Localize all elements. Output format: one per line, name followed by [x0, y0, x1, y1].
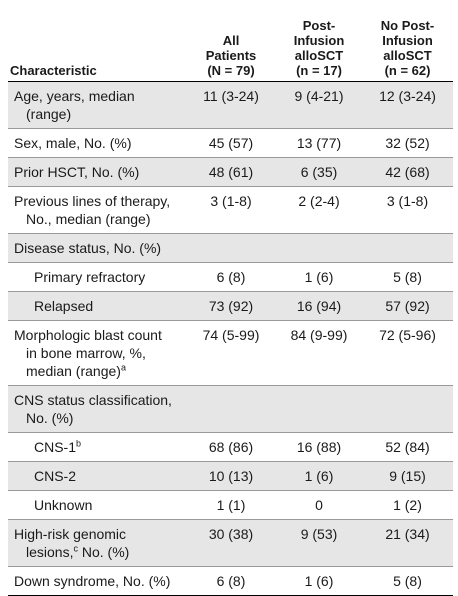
section-label: CNS status classification, No. (%)	[14, 392, 172, 426]
cell-no-post: 1 (2)	[393, 497, 422, 513]
cell-no-post: 12 (3-24)	[379, 88, 436, 104]
cell-post: 1 (6)	[304, 573, 334, 589]
table-row	[8, 292, 453, 321]
header-all-patients: All Patients (N = 79)	[205, 33, 257, 78]
cell-no-post: 9 (15)	[389, 468, 426, 484]
cell-all: 48 (61)	[208, 164, 254, 180]
row-label: Age, years, median (range)	[14, 88, 135, 122]
table-row	[8, 158, 453, 187]
cell-all: 10 (13)	[208, 468, 254, 484]
table-row	[8, 520, 453, 567]
cell-post: 6 (35)	[300, 164, 338, 180]
table-row	[8, 82, 453, 129]
row-label: Primary refractory	[34, 269, 146, 285]
cell-post: 9 (53)	[300, 526, 338, 542]
cell-all: 3 (1-8)	[210, 193, 252, 209]
cell-no-post	[362, 386, 453, 432]
table-row	[8, 263, 453, 292]
cell-no-post: 52 (84)	[385, 439, 430, 455]
cell-no-post: 57 (92)	[385, 298, 430, 314]
cell-no-post: 5 (8)	[393, 269, 422, 285]
cell-no-post: 5 (8)	[393, 573, 422, 589]
cell-all: 74 (5-99)	[202, 327, 260, 343]
row-label: Relapsed	[34, 298, 94, 314]
cell-all: 1 (1)	[216, 497, 246, 513]
header-post-infusion-allosct: Post- Infusion alloSCT (n = 17)	[293, 18, 345, 78]
row-label: High-risk genomic lesions,$^c$ No. (%)	[14, 526, 130, 560]
cell-no-post: 72 (5-96)	[379, 327, 436, 343]
header-characteristic: Characteristic	[10, 63, 97, 78]
cell-post: 13 (77)	[296, 135, 342, 151]
table-row	[8, 491, 453, 520]
cell-all	[186, 234, 276, 262]
row-label: Unknown	[34, 497, 93, 513]
table-row	[8, 433, 453, 462]
row-label: Down syndrome, No. (%)	[14, 573, 171, 589]
row-label: CNS-2	[34, 468, 77, 484]
table-row	[8, 129, 453, 158]
table-row-section	[8, 234, 453, 263]
characteristics-table	[8, 4, 453, 596]
table-header	[8, 4, 453, 82]
cell-all: 6 (8)	[216, 269, 246, 285]
table-row	[8, 321, 453, 386]
cell-post: 16 (94)	[296, 298, 342, 314]
cell-post: 1 (6)	[304, 269, 334, 285]
cell-post	[276, 386, 362, 432]
table-row	[8, 462, 453, 491]
cell-post: 1 (6)	[304, 468, 334, 484]
row-label: Sex, male, No. (%)	[14, 135, 132, 151]
cell-no-post: 3 (1-8)	[386, 193, 429, 209]
cell-post	[276, 234, 362, 262]
cell-no-post: 32 (52)	[385, 135, 430, 151]
cell-all: 30 (38)	[208, 526, 254, 542]
cell-all: 45 (57)	[208, 135, 254, 151]
table-row	[8, 187, 453, 234]
row-label: Morphologic blast count in bone marrow, %, median (range)$^a$	[14, 327, 162, 379]
table-row	[8, 567, 453, 596]
row-label: Prior HSCT, No. (%)	[14, 164, 140, 180]
cell-all: 6 (8)	[216, 573, 246, 589]
footnote-marker: b	[76, 438, 82, 449]
cell-all: 68 (86)	[208, 439, 254, 455]
cell-all: 73 (92)	[208, 298, 254, 314]
section-label: Disease status, No. (%)	[14, 240, 162, 256]
cell-post: 0	[315, 497, 323, 513]
footnote-marker: a	[120, 362, 126, 373]
cell-no-post	[362, 234, 453, 262]
cell-all	[186, 386, 276, 432]
row-label: Previous lines of therapy, No., median (range)	[14, 193, 171, 227]
header-no-post-infusion-allosct: No Post- Infusion alloSCT (n = 62)	[380, 18, 435, 78]
footnote-marker: c	[73, 543, 78, 554]
cell-post: 16 (88)	[296, 439, 342, 455]
table-row-section	[8, 386, 453, 433]
cell-post: 9 (4-21)	[294, 88, 344, 104]
cell-post: 84 (9-99)	[290, 327, 348, 343]
row-label: CNS-1$^b$	[34, 438, 82, 455]
cell-no-post: 42 (68)	[385, 164, 430, 180]
cell-post: 2 (2-4)	[298, 193, 340, 209]
cell-all: 11 (3-24)	[203, 88, 259, 104]
cell-no-post: 21 (34)	[385, 526, 430, 542]
